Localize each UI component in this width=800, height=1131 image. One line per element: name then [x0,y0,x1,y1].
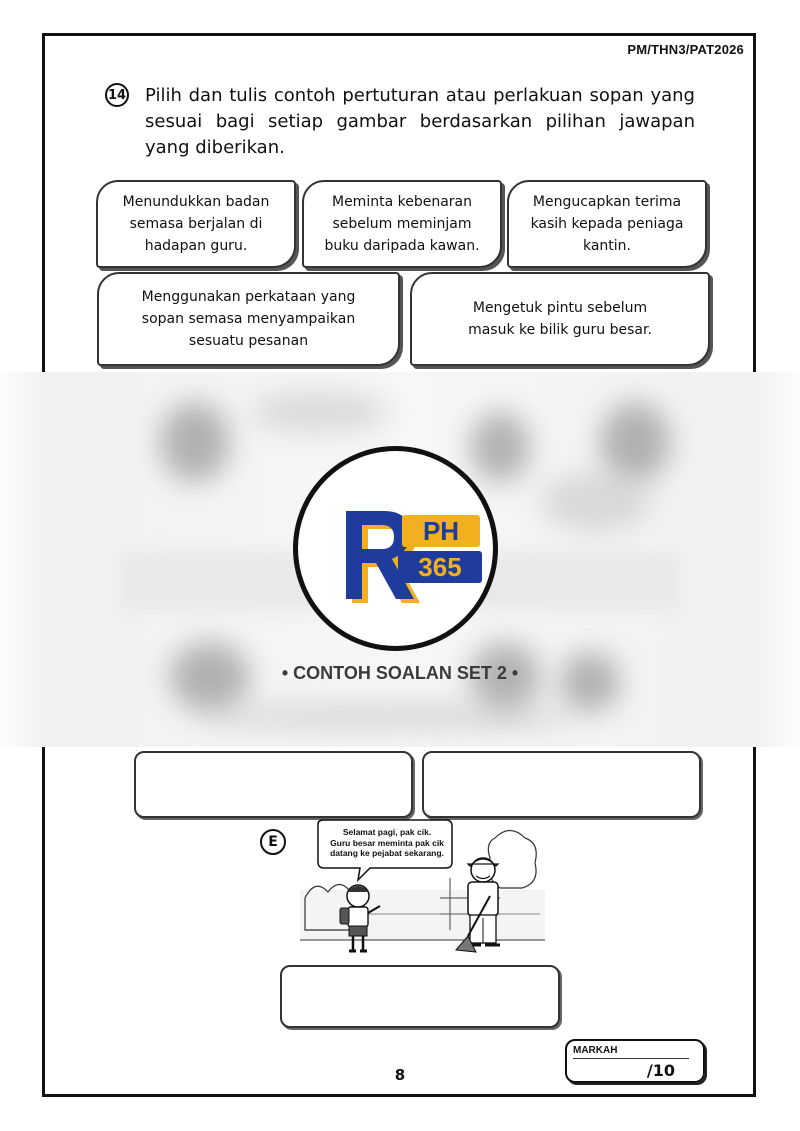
option-line: sopan semasa menyampaikan [141,311,356,327]
option-card-3 [507,180,707,268]
svg-text:365: 365 [418,552,462,582]
option-card-4 [97,272,400,366]
option-line: Meminta kebenaran [331,194,472,210]
marks-score: /10 [646,1061,675,1080]
answer-box-c[interactable] [134,751,413,818]
marks-divider [573,1058,689,1059]
page-number: 8 [394,1066,406,1084]
option-card-1 [96,180,296,268]
speech-line: datang ke pejabat sekarang. [330,848,444,858]
answer-box-d[interactable] [422,751,701,818]
option-line: hadapan guru. [144,238,248,254]
option-card-5 [410,272,710,366]
question-text: Pilih dan tulis contoh pertuturan atau perlakuan sopan yang sesuai bagi setiap gambar berdasarkan pilihan jawapan yang diberikan. [145,85,695,158]
option-line: kantin. [582,238,631,254]
answer-box-e[interactable] [280,965,560,1028]
option-line: Menundukkan badan [122,194,270,210]
option-line: semasa berjalan di [129,216,263,232]
option-line: Mengetuk pintu sebelum [472,300,648,316]
option-line: Menggunakan perkataan yang [141,289,356,305]
paper-code: PM/THN3/PAT2026 [627,42,744,57]
marks-label: MARKAH [573,1045,618,1056]
option-line: masuk ke bilik guru besar. [468,322,652,338]
watermark-caption: • CONTOH SOALAN SET 2 • [281,663,519,683]
speech-line: Selamat pagi, pak cik. [342,827,432,837]
question-number: 14 [105,83,129,107]
option-card-2 [302,180,502,268]
option-line: kasih kepada peniaga [530,216,684,232]
option-line: buku daripada kawan. [324,238,480,254]
option-line: Mengucapkan terima [532,194,682,210]
picture-label-e: E [260,829,286,855]
option-line: sesuatu pesanan [188,333,309,349]
option-line: sebelum meminjam [332,216,472,232]
rph365-logo-icon [298,451,493,646]
marks-box [565,1039,705,1083]
watermark-logo [293,446,498,651]
speech-bubble-text [318,827,456,859]
speech-line: Guru besar meminta pak cik [330,837,444,848]
svg-text:PH: PH [422,516,460,546]
